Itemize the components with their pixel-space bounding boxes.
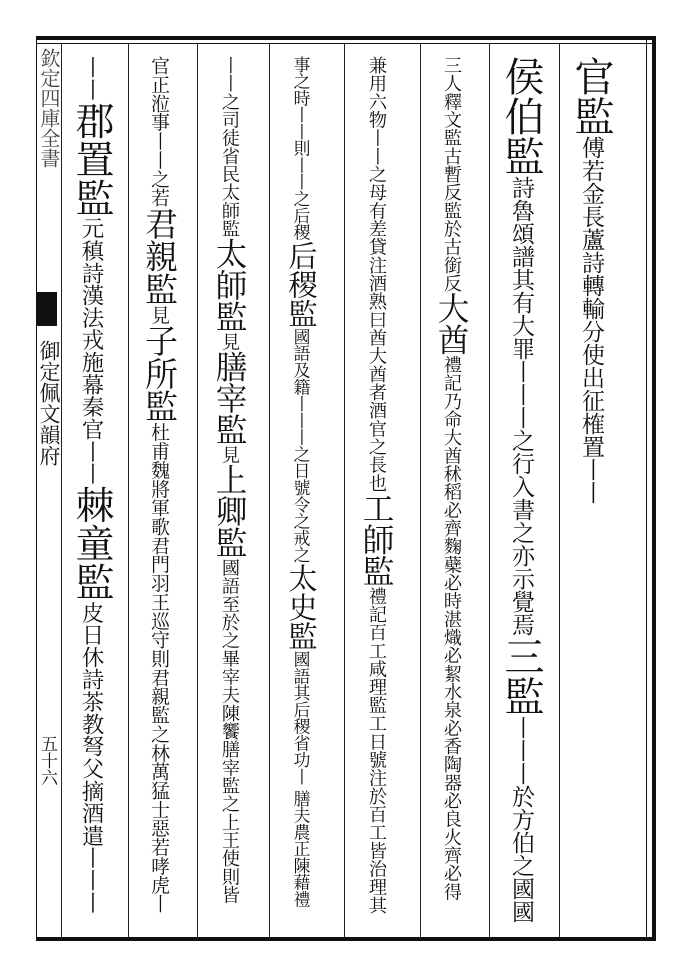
entry-heading: 子所監 xyxy=(140,324,178,423)
frame-border-left xyxy=(36,36,37,941)
frame-border-top xyxy=(36,36,654,40)
annotation: 杜甫魏將軍歌君門羽王巡守則君親監之 xyxy=(148,422,170,744)
entry-heading: 工師監 xyxy=(358,492,394,587)
column-rule xyxy=(489,44,490,937)
column-rule xyxy=(61,44,62,937)
annotation: 國語至於之畢宰夫陳饗膳宰監之上 xyxy=(219,558,240,832)
frame-border-right-inner xyxy=(646,36,647,941)
text-column xyxy=(276,56,326,908)
annotation: 皮日休詩茶教弩父摘酒遣丨丨丨 xyxy=(78,601,104,914)
entry-heading: 君親監 xyxy=(140,206,178,306)
entry-heading: 太史監 xyxy=(284,563,318,651)
text-column xyxy=(426,56,476,901)
entry-heading: 官監 xyxy=(568,56,614,136)
text-column xyxy=(566,56,616,504)
annotation: 林萬猛士惡若哮虎丨 xyxy=(148,743,170,913)
column-rule xyxy=(269,44,270,937)
column-rule xyxy=(344,44,345,937)
annotation: 兼用六物丨丨之母有差貸注酒熟曰酋大酋者酒官之長也 xyxy=(366,56,387,493)
annotation: 見 xyxy=(148,305,170,325)
column-rule xyxy=(559,44,560,937)
book-title-left-margin: 欽定四庫全書 xyxy=(37,48,61,168)
entry-heading: 棘童監 xyxy=(69,484,114,602)
entry-heading: 膳宰監 xyxy=(211,350,247,446)
column-rule xyxy=(197,44,198,937)
annotation: 王使則皆 xyxy=(219,831,240,904)
annotation: 事之時丨丨則丨丨之后稷 xyxy=(291,56,311,241)
frame-border-right xyxy=(652,36,656,941)
annotation: 傅若金長蘆詩轉輸分使出征榷置丨丨 xyxy=(578,136,604,504)
entry-heading: 大酋 xyxy=(433,292,469,356)
annotation: 官正涖事丨丨之若 xyxy=(148,56,170,207)
column-rule xyxy=(128,44,129,937)
annotation: 膳夫農正陳藉禮 xyxy=(291,790,311,908)
entry-heading: 郡置監 xyxy=(69,100,114,218)
entry-heading: 三監 xyxy=(498,636,544,716)
text-column xyxy=(66,56,116,914)
text-column xyxy=(204,56,254,904)
entry-heading: 后稷監 xyxy=(284,240,318,329)
annotation: 見 xyxy=(219,445,240,464)
annotation: 元稹詩漢法戎施幕秦官丨丨 xyxy=(78,217,104,485)
annotation: 丨丨丨於方伯之國國 xyxy=(508,716,534,923)
entry-heading: 侯伯監 xyxy=(498,56,544,176)
annotation: 見 xyxy=(219,332,240,351)
annotation: 禮記乃命大酋秫稻必齊麴蘗必時湛熾必絜水泉必香陶器必良火齊必得 xyxy=(441,355,462,901)
book-title: 御定佩文韻府 xyxy=(37,340,61,466)
entry-heading: 太師監 xyxy=(211,237,247,333)
annotation: 丨丨之司徒省民太師監 xyxy=(219,56,240,238)
column-rule xyxy=(420,44,421,937)
text-column xyxy=(496,56,546,923)
entry-heading: 上卿監 xyxy=(211,463,247,559)
text-column xyxy=(134,56,184,913)
annotation: 國語其后稷省功丨 xyxy=(291,650,311,785)
fish-tail-mark xyxy=(37,292,57,326)
annotation: 丨丨 xyxy=(78,56,104,101)
annotation: 國語及籍丨丨丨之日號令之戒之 xyxy=(291,328,311,564)
page-number: 五十六 xyxy=(37,735,57,786)
frame-border-bottom xyxy=(36,937,654,941)
annotation: 三人釋文監古暫反監於古銜反 xyxy=(441,56,462,293)
text-column xyxy=(351,56,401,914)
annotation: 詩魯頌譜其有大罪丨丨丨之行入書之亦示覺焉 xyxy=(508,176,534,636)
annotation: 禮記百工咸理監工日號注於百工皆治理其 xyxy=(366,586,387,914)
